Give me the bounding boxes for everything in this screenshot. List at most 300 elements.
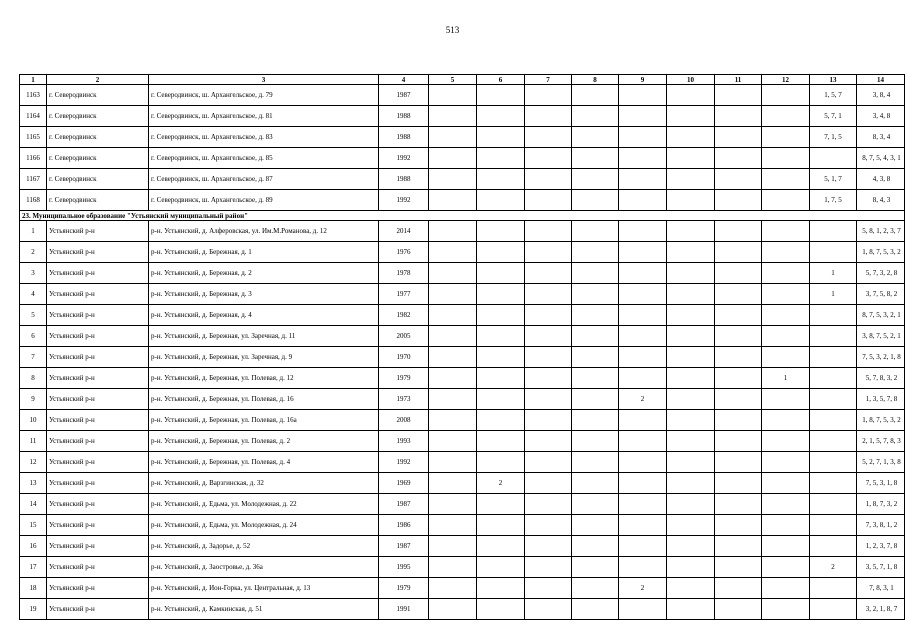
- cell-col-12: [762, 599, 810, 620]
- cell-col-3: р-н. Устьянский, д. Бережная, ул. Полевая, д. 12: [149, 368, 379, 389]
- cell-col-1: 9: [20, 389, 47, 410]
- cell-col-6: [477, 127, 525, 148]
- cell-col-9: [619, 305, 667, 326]
- cell-col-10: [667, 127, 715, 148]
- cell-col-3: р-н. Устьянский, д. Алферовская, ул. Им.М.Романова, д. 12: [149, 221, 379, 242]
- column-header: 2: [47, 75, 149, 85]
- cell-col-14: 1, 8, 7, 5, 3, 2: [857, 242, 905, 263]
- cell-col-13: [810, 494, 857, 515]
- cell-col-9: [619, 431, 667, 452]
- column-header: 13: [810, 75, 857, 85]
- cell-col-5: [429, 221, 477, 242]
- cell-col-11: [715, 431, 762, 452]
- cell-col-9: [619, 221, 667, 242]
- cell-col-6: [477, 169, 525, 190]
- cell-col-12: [762, 557, 810, 578]
- cell-col-8: [572, 326, 619, 347]
- cell-col-1: 17: [20, 557, 47, 578]
- cell-col-8: [572, 431, 619, 452]
- cell-col-2: Устьянский р-н: [47, 347, 149, 368]
- cell-col-8: [572, 536, 619, 557]
- cell-col-9: [619, 410, 667, 431]
- cell-col-10: [667, 169, 715, 190]
- cell-col-2: г. Северодвинск: [47, 169, 149, 190]
- cell-col-5: [429, 284, 477, 305]
- cell-col-10: [667, 263, 715, 284]
- cell-col-5: [429, 578, 477, 599]
- cell-col-2: Устьянский р-н: [47, 431, 149, 452]
- cell-col-6: [477, 148, 525, 169]
- cell-col-3: г. Северодвинск, ш. Архангельское, д. 85: [149, 148, 379, 169]
- cell-col-1: 15: [20, 515, 47, 536]
- cell-col-8: [572, 106, 619, 127]
- cell-col-9: [619, 452, 667, 473]
- cell-col-11: [715, 221, 762, 242]
- cell-col-2: Устьянский р-н: [47, 221, 149, 242]
- cell-col-7: [525, 305, 572, 326]
- cell-col-7: [525, 169, 572, 190]
- cell-col-12: [762, 305, 810, 326]
- column-header: 1: [20, 75, 47, 85]
- cell-col-14: 3, 7, 5, 8, 2: [857, 284, 905, 305]
- cell-col-10: [667, 106, 715, 127]
- cell-col-12: [762, 106, 810, 127]
- section-title-row: [20, 211, 905, 221]
- cell-col-7: [525, 557, 572, 578]
- cell-col-7: [525, 85, 572, 106]
- cell-col-7: [525, 347, 572, 368]
- cell-col-3: г. Северодвинск, ш. Архангельское, д. 83: [149, 127, 379, 148]
- table-header-row: [20, 75, 905, 85]
- cell-col-4: 1992: [379, 190, 429, 211]
- cell-col-10: [667, 347, 715, 368]
- cell-col-6: [477, 368, 525, 389]
- cell-col-11: [715, 599, 762, 620]
- cell-col-9: [619, 536, 667, 557]
- cell-col-2: Устьянский р-н: [47, 494, 149, 515]
- cell-col-9: [619, 494, 667, 515]
- cell-col-13: 1: [810, 263, 857, 284]
- table-row: [20, 284, 905, 305]
- page-number: 513: [445, 25, 460, 35]
- cell-col-3: р-н. Устьянский, д. Бережная, ул. Заречная, д. 11: [149, 326, 379, 347]
- cell-col-2: Устьянский р-н: [47, 599, 149, 620]
- cell-col-3: р-н. Устьянский, д. Едьма, ул. Молодежная, д. 22: [149, 494, 379, 515]
- cell-col-6: [477, 599, 525, 620]
- cell-col-7: [525, 452, 572, 473]
- cell-col-4: 1986: [379, 515, 429, 536]
- cell-col-2: Устьянский р-н: [47, 263, 149, 284]
- cell-col-7: [525, 190, 572, 211]
- cell-col-4: 1988: [379, 127, 429, 148]
- cell-col-4: 2008: [379, 410, 429, 431]
- cell-col-8: [572, 284, 619, 305]
- cell-col-11: [715, 389, 762, 410]
- cell-col-5: [429, 494, 477, 515]
- cell-col-7: [525, 263, 572, 284]
- cell-col-6: [477, 263, 525, 284]
- cell-col-4: 1979: [379, 578, 429, 599]
- cell-col-13: 1, 5, 7: [810, 85, 857, 106]
- cell-col-3: р-н. Устьянский, д. Бережная, ул. Заречная, д. 9: [149, 347, 379, 368]
- cell-col-3: р-н. Устьянский, д. Едьма, ул. Молодежная, д. 24: [149, 515, 379, 536]
- cell-col-4: 1976: [379, 242, 429, 263]
- cell-col-4: 1992: [379, 148, 429, 169]
- cell-col-14: 3, 5, 7, 1, 8: [857, 557, 905, 578]
- cell-col-2: Устьянский р-н: [47, 242, 149, 263]
- cell-col-1: 5: [20, 305, 47, 326]
- cell-col-1: 18: [20, 578, 47, 599]
- cell-col-8: [572, 242, 619, 263]
- cell-col-9: [619, 347, 667, 368]
- cell-col-3: г. Северодвинск, ш. Архангельское, д. 79: [149, 85, 379, 106]
- cell-col-14: 2, 1, 5, 7, 8, 3: [857, 431, 905, 452]
- cell-col-7: [525, 494, 572, 515]
- cell-col-1: 16: [20, 536, 47, 557]
- cell-col-13: 2: [810, 557, 857, 578]
- cell-col-13: [810, 221, 857, 242]
- cell-col-11: [715, 242, 762, 263]
- cell-col-14: 1, 8, 7, 5, 3, 2: [857, 410, 905, 431]
- cell-col-11: [715, 410, 762, 431]
- cell-col-1: 13: [20, 473, 47, 494]
- cell-col-13: 7, 1, 5: [810, 127, 857, 148]
- cell-col-11: [715, 148, 762, 169]
- cell-col-6: [477, 452, 525, 473]
- cell-col-2: Устьянский р-н: [47, 578, 149, 599]
- column-header: 3: [149, 75, 379, 85]
- column-header: 12: [762, 75, 810, 85]
- cell-col-3: р-н. Устьянский, д. Ион-Горка, ул. Центральная, д. 13: [149, 578, 379, 599]
- cell-col-10: [667, 221, 715, 242]
- cell-col-12: [762, 410, 810, 431]
- cell-col-12: [762, 347, 810, 368]
- cell-col-7: [525, 221, 572, 242]
- column-header: 4: [379, 75, 429, 85]
- cell-col-1: 12: [20, 452, 47, 473]
- cell-col-4: 1987: [379, 85, 429, 106]
- cell-col-10: [667, 473, 715, 494]
- cell-col-11: [715, 515, 762, 536]
- cell-col-8: [572, 148, 619, 169]
- cell-col-6: [477, 578, 525, 599]
- table-row: [20, 452, 905, 473]
- cell-col-4: 1982: [379, 305, 429, 326]
- table-row: [20, 494, 905, 515]
- cell-col-11: [715, 263, 762, 284]
- cell-col-9: [619, 127, 667, 148]
- cell-col-3: р-н. Устьянский, д. Задорье, д. 52: [149, 536, 379, 557]
- cell-col-10: [667, 536, 715, 557]
- cell-col-13: [810, 431, 857, 452]
- cell-col-1: 1165: [20, 127, 47, 148]
- cell-col-13: [810, 389, 857, 410]
- cell-col-14: 7, 8, 3, 1: [857, 578, 905, 599]
- cell-col-9: [619, 557, 667, 578]
- cell-col-6: [477, 106, 525, 127]
- cell-col-7: [525, 148, 572, 169]
- cell-col-8: [572, 515, 619, 536]
- cell-col-10: [667, 190, 715, 211]
- cell-col-14: 3, 8, 4: [857, 85, 905, 106]
- cell-col-12: [762, 148, 810, 169]
- housing-table: [19, 74, 905, 620]
- cell-col-10: [667, 410, 715, 431]
- cell-col-9: 2: [619, 389, 667, 410]
- cell-col-12: [762, 190, 810, 211]
- cell-col-6: [477, 431, 525, 452]
- cell-col-14: 7, 5, 3, 2, 1, 8: [857, 347, 905, 368]
- cell-col-6: [477, 326, 525, 347]
- cell-col-5: [429, 127, 477, 148]
- cell-col-5: [429, 599, 477, 620]
- cell-col-3: г. Северодвинск, ш. Архангельское, д. 81: [149, 106, 379, 127]
- cell-col-8: [572, 578, 619, 599]
- cell-col-5: [429, 389, 477, 410]
- cell-col-4: 1973: [379, 389, 429, 410]
- cell-col-12: [762, 389, 810, 410]
- cell-col-13: 5, 7, 1: [810, 106, 857, 127]
- cell-col-12: [762, 242, 810, 263]
- cell-col-14: 3, 2, 1, 8, 7: [857, 599, 905, 620]
- cell-col-3: р-н. Устьянский, д. Бережная, ул. Полевая, д. 4: [149, 452, 379, 473]
- cell-col-12: [762, 85, 810, 106]
- cell-col-5: [429, 263, 477, 284]
- cell-col-9: [619, 242, 667, 263]
- cell-col-6: [477, 536, 525, 557]
- cell-col-3: р-н. Устьянский, д. Бережная, д. 4: [149, 305, 379, 326]
- cell-col-11: [715, 326, 762, 347]
- cell-col-6: [477, 494, 525, 515]
- cell-col-1: 3: [20, 263, 47, 284]
- cell-col-13: [810, 473, 857, 494]
- cell-col-10: [667, 284, 715, 305]
- cell-col-2: Устьянский р-н: [47, 284, 149, 305]
- cell-col-3: р-н. Устьянский, д. Бережная, ул. Полевая, д. 16а: [149, 410, 379, 431]
- table-row: [20, 305, 905, 326]
- cell-col-13: 1, 7, 5: [810, 190, 857, 211]
- cell-col-1: 1166: [20, 148, 47, 169]
- cell-col-4: 1987: [379, 494, 429, 515]
- cell-col-1: 1: [20, 221, 47, 242]
- cell-col-11: [715, 473, 762, 494]
- cell-col-8: [572, 127, 619, 148]
- cell-col-9: [619, 326, 667, 347]
- cell-col-13: [810, 410, 857, 431]
- table-row: [20, 431, 905, 452]
- cell-col-5: [429, 85, 477, 106]
- cell-col-14: 8, 3, 4: [857, 127, 905, 148]
- cell-col-1: 19: [20, 599, 47, 620]
- column-header: 8: [572, 75, 619, 85]
- cell-col-10: [667, 326, 715, 347]
- column-header: 7: [525, 75, 572, 85]
- cell-col-4: 1988: [379, 106, 429, 127]
- cell-col-11: [715, 347, 762, 368]
- cell-col-7: [525, 368, 572, 389]
- cell-col-8: [572, 410, 619, 431]
- cell-col-11: [715, 106, 762, 127]
- cell-col-8: [572, 347, 619, 368]
- cell-col-11: [715, 494, 762, 515]
- cell-col-10: [667, 148, 715, 169]
- cell-col-2: Устьянский р-н: [47, 557, 149, 578]
- cell-col-2: г. Северодвинск: [47, 148, 149, 169]
- cell-col-7: [525, 389, 572, 410]
- cell-col-8: [572, 169, 619, 190]
- table-row: [20, 389, 905, 410]
- cell-col-5: [429, 169, 477, 190]
- cell-col-1: 1163: [20, 85, 47, 106]
- cell-col-7: [525, 410, 572, 431]
- cell-col-10: [667, 578, 715, 599]
- cell-col-14: 5, 2, 7, 1, 3, 8: [857, 452, 905, 473]
- cell-col-4: 1992: [379, 452, 429, 473]
- cell-col-5: [429, 410, 477, 431]
- cell-col-10: [667, 515, 715, 536]
- cell-col-6: [477, 85, 525, 106]
- cell-col-9: [619, 599, 667, 620]
- cell-col-4: 1978: [379, 263, 429, 284]
- cell-col-4: 1977: [379, 284, 429, 305]
- cell-col-12: [762, 431, 810, 452]
- cell-col-1: 7: [20, 347, 47, 368]
- cell-col-1: 4: [20, 284, 47, 305]
- cell-col-9: [619, 148, 667, 169]
- table-row: [20, 242, 905, 263]
- cell-col-8: [572, 305, 619, 326]
- cell-col-9: [619, 169, 667, 190]
- cell-col-11: [715, 368, 762, 389]
- table-row: [20, 148, 905, 169]
- cell-col-14: 1, 2, 3, 7, 8: [857, 536, 905, 557]
- cell-col-14: 5, 7, 3, 2, 8: [857, 263, 905, 284]
- cell-col-4: 1991: [379, 599, 429, 620]
- cell-col-5: [429, 431, 477, 452]
- cell-col-10: [667, 85, 715, 106]
- cell-col-13: [810, 347, 857, 368]
- table-row: [20, 536, 905, 557]
- cell-col-11: [715, 578, 762, 599]
- cell-col-1: 14: [20, 494, 47, 515]
- cell-col-7: [525, 326, 572, 347]
- cell-col-3: р-н. Устьянский, д. Заостровье, д. 36а: [149, 557, 379, 578]
- cell-col-11: [715, 305, 762, 326]
- cell-col-5: [429, 473, 477, 494]
- cell-col-14: 1, 8, 7, 3, 2: [857, 494, 905, 515]
- cell-col-3: р-н. Устьянский, д. Варзгинская, д. 32: [149, 473, 379, 494]
- cell-col-8: [572, 389, 619, 410]
- cell-col-11: [715, 85, 762, 106]
- cell-col-13: [810, 515, 857, 536]
- cell-col-8: [572, 85, 619, 106]
- cell-col-9: [619, 284, 667, 305]
- cell-col-9: [619, 263, 667, 284]
- cell-col-12: [762, 452, 810, 473]
- cell-col-6: [477, 410, 525, 431]
- cell-col-14: 4, 3, 8: [857, 169, 905, 190]
- cell-col-2: Устьянский р-н: [47, 389, 149, 410]
- cell-col-1: 11: [20, 431, 47, 452]
- cell-col-4: 1987: [379, 536, 429, 557]
- cell-col-12: [762, 536, 810, 557]
- cell-col-9: [619, 106, 667, 127]
- cell-col-10: [667, 452, 715, 473]
- cell-col-1: 1168: [20, 190, 47, 211]
- cell-col-6: [477, 347, 525, 368]
- cell-col-11: [715, 452, 762, 473]
- cell-col-12: [762, 578, 810, 599]
- cell-col-2: Устьянский р-н: [47, 368, 149, 389]
- cell-col-7: [525, 106, 572, 127]
- cell-col-14: 3, 4, 8: [857, 106, 905, 127]
- cell-col-12: [762, 127, 810, 148]
- cell-col-1: 2: [20, 242, 47, 263]
- cell-col-9: [619, 368, 667, 389]
- cell-col-1: 6: [20, 326, 47, 347]
- table-row: [20, 221, 905, 242]
- cell-col-7: [525, 515, 572, 536]
- cell-col-12: [762, 494, 810, 515]
- cell-col-11: [715, 190, 762, 211]
- cell-col-3: р-н. Устьянский, д. Камкинская, д. 51: [149, 599, 379, 620]
- cell-col-14: 8, 4, 3: [857, 190, 905, 211]
- cell-col-13: [810, 148, 857, 169]
- cell-col-12: [762, 473, 810, 494]
- cell-col-10: [667, 305, 715, 326]
- cell-col-3: р-н. Устьянский, д. Бережная, д. 3: [149, 284, 379, 305]
- cell-col-3: р-н. Устьянский, д. Бережная, д. 1: [149, 242, 379, 263]
- table-row: [20, 557, 905, 578]
- cell-col-11: [715, 127, 762, 148]
- cell-col-12: 1: [762, 368, 810, 389]
- cell-col-13: [810, 242, 857, 263]
- cell-col-7: [525, 431, 572, 452]
- cell-col-5: [429, 242, 477, 263]
- cell-col-4: 1995: [379, 557, 429, 578]
- cell-col-11: [715, 169, 762, 190]
- table-row: [20, 599, 905, 620]
- cell-col-2: Устьянский р-н: [47, 515, 149, 536]
- cell-col-2: Устьянский р-н: [47, 536, 149, 557]
- cell-col-12: [762, 169, 810, 190]
- cell-col-1: 1164: [20, 106, 47, 127]
- cell-col-2: Устьянский р-н: [47, 326, 149, 347]
- table-row: [20, 326, 905, 347]
- cell-col-4: 1970: [379, 347, 429, 368]
- cell-col-13: [810, 326, 857, 347]
- cell-col-13: [810, 305, 857, 326]
- column-header: 11: [715, 75, 762, 85]
- cell-col-10: [667, 242, 715, 263]
- table-row: [20, 410, 905, 431]
- cell-col-2: Устьянский р-н: [47, 473, 149, 494]
- table-row: [20, 368, 905, 389]
- table-row: [20, 190, 905, 211]
- cell-col-12: [762, 326, 810, 347]
- cell-col-5: [429, 536, 477, 557]
- cell-col-3: г. Северодвинск, ш. Архангельское, д. 89: [149, 190, 379, 211]
- cell-col-11: [715, 284, 762, 305]
- cell-col-5: [429, 190, 477, 211]
- cell-col-5: [429, 557, 477, 578]
- cell-col-2: Устьянский р-н: [47, 452, 149, 473]
- cell-col-5: [429, 106, 477, 127]
- cell-col-13: [810, 368, 857, 389]
- cell-col-1: 1167: [20, 169, 47, 190]
- cell-col-5: [429, 326, 477, 347]
- table-row: [20, 85, 905, 106]
